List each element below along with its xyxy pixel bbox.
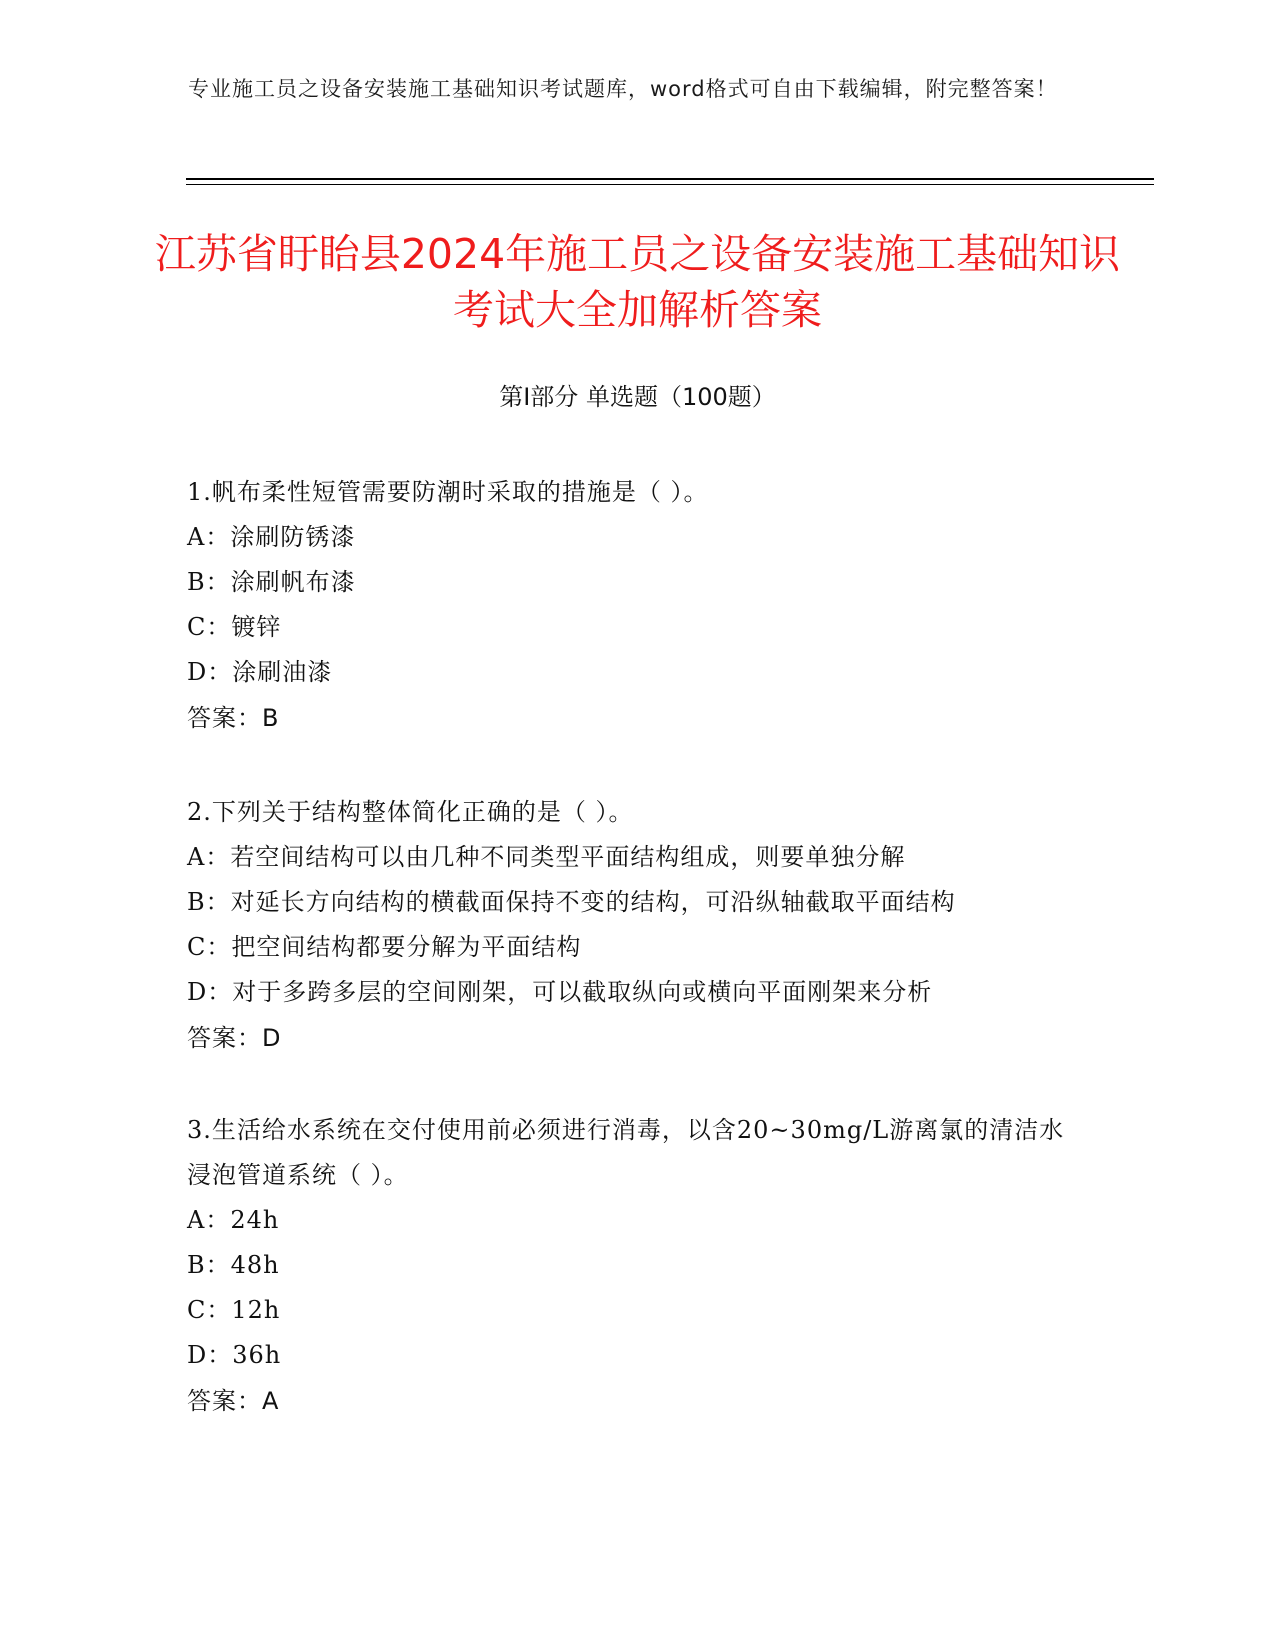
option-c: C：镀锌 (187, 613, 282, 641)
option-b: B：对延长方向结构的横截面保持不变的结构，可沿纵轴截取平面结构 (187, 888, 956, 916)
answer: 答案：A (187, 1387, 280, 1415)
answer: 答案：D (187, 1024, 282, 1052)
option-d: D：涂刷油漆 (187, 658, 333, 686)
option-a: A：若空间结构可以由几种不同类型平面结构组成，则要单独分解 (187, 843, 906, 871)
option-b: B：涂刷帆布漆 (187, 568, 356, 596)
header-divider-thick (186, 178, 1154, 180)
option-a: A：24h (187, 1206, 280, 1234)
question-2 (187, 790, 1087, 1061)
document-title: 江苏省盱眙县2024年施工员之设备安装施工基础知识考试大全加解析答案 (154, 230, 1121, 334)
header-note: 专业施工员之设备安装施工基础知识考试题库，word格式可自由下载编辑，附完整答案！ (188, 77, 1058, 101)
answer: 答案：B (187, 704, 280, 732)
question-stem: 2.下列关于结构整体简化正确的是（ ）。 (187, 798, 634, 826)
question-1 (187, 470, 1087, 741)
option-b: B：48h (187, 1251, 280, 1279)
header-divider-thin (186, 184, 1154, 185)
option-d: D：36h (187, 1341, 282, 1369)
option-a: A：涂刷防锈漆 (187, 523, 356, 551)
question-stem: 1.帆布柔性短管需要防潮时采取的措施是（ ）。 (187, 478, 709, 506)
question-stem: 3.生活给水系统在交付使用前必须进行消毒，以含20~30mg/L游离氯的清洁水浸泡管道系统（ ）。 (187, 1116, 1065, 1189)
option-d: D：对于多跨多层的空间刚架，可以截取纵向或横向平面刚架来分析 (187, 978, 933, 1006)
question-3 (187, 1108, 1087, 1424)
section-heading: 第Ⅰ部分 单选题（100题） (499, 383, 776, 411)
option-c: C：12h (187, 1296, 281, 1324)
option-c: C：把空间结构都要分解为平面结构 (187, 933, 582, 961)
